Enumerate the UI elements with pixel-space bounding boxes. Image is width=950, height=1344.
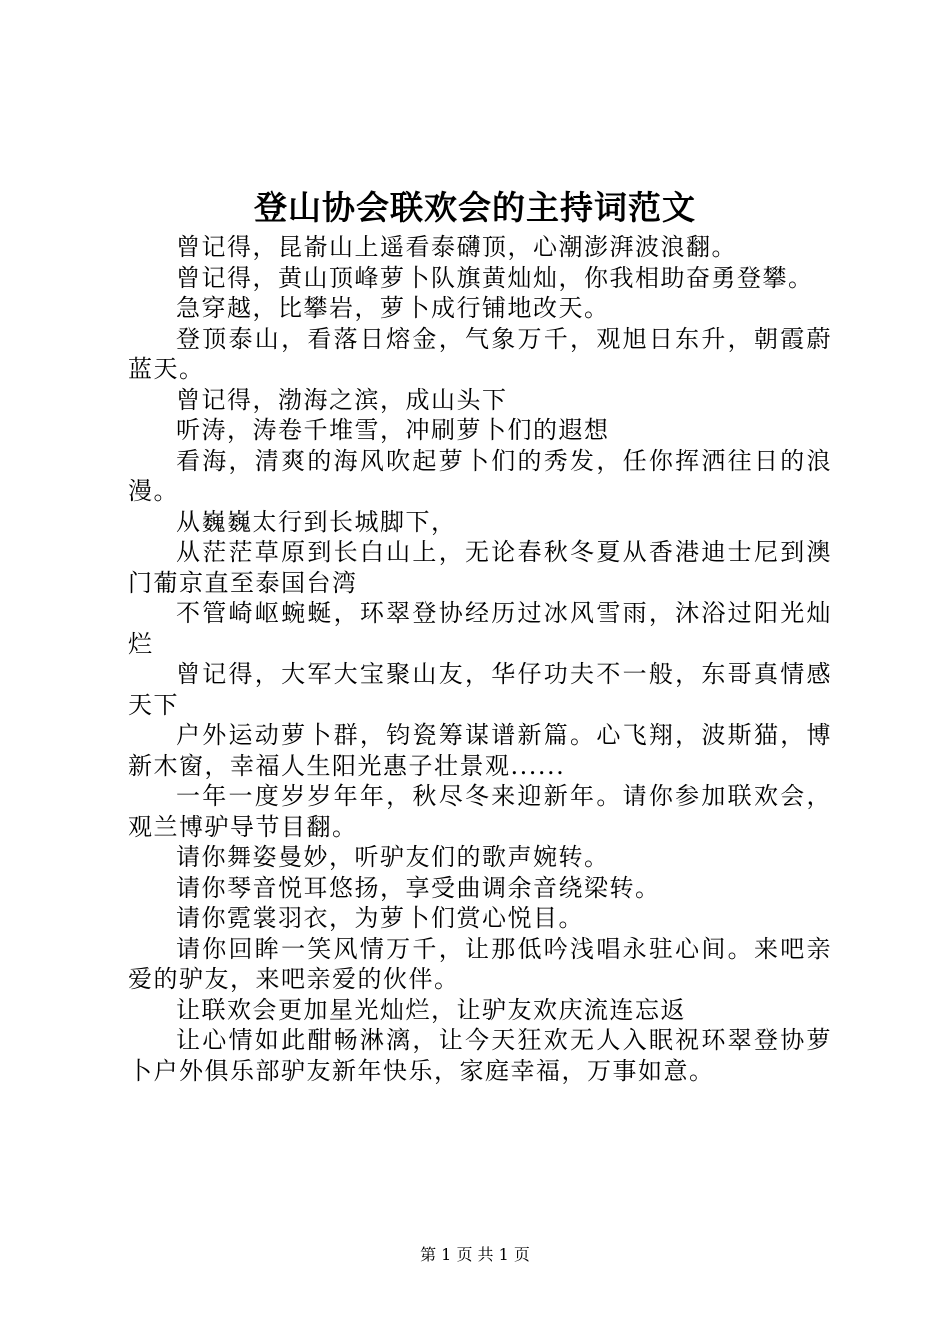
page-footer	[0, 1245, 950, 1265]
paragraph: 曾记得，大军大宝聚山友，华仔功夫不一般，东哥真情感天下	[128, 660, 832, 719]
paragraph: 曾记得，昆嵛山上遥看泰礴顶，心潮澎湃波浪翻。	[176, 233, 737, 261]
paragraph: 一年一度岁岁年年，秋尽冬来迎新年。请你参加联欢会，观兰博驴导节目翻。	[128, 782, 832, 841]
paragraph: 曾记得，渤海之滨，成山头下	[176, 385, 508, 414]
paragraph: 请你舞姿曼妙，听驴友们的歌声婉转。	[176, 843, 610, 871]
paragraph: 听涛，涛卷千堆雪，冲刷萝卜们的遐想	[176, 416, 610, 444]
paragraph: 请你霓裳羽衣，为萝卜们赏心悦目。	[176, 904, 584, 932]
paragraph: 让心情如此酣畅淋漓，让今天狂欢无人入眠祝环翠登协萝卜户外俱乐部驴友新年快乐，家庭幸福，万事如意。	[128, 1026, 832, 1085]
paragraph: 让联欢会更加星光灿烂，让驴友欢庆流连忘返	[176, 995, 686, 1024]
paragraph: 不管崎岖蜿蜒，环翠登协经历过冰风雪雨，沐浴过阳光灿烂	[128, 599, 832, 658]
paragraph: 看海，清爽的海风吹起萝卜们的秀发，任你挥洒往日的浪漫。	[128, 446, 832, 505]
paragraph: 户外运动萝卜群，钧瓷筹谋谱新篇。心飞翔，波斯猫，博新木窗，幸福人生阳光惠子壮景观......	[128, 721, 832, 780]
paragraph: 请你琴音悦耳悠扬，享受曲调余音绕梁转。	[176, 873, 661, 902]
paragraph: 急穿越，比攀岩，萝卜成行铺地改天。	[176, 294, 610, 322]
paragraph: 从茫茫草原到长白山上，无论春秋冬夏从香港迪士尼到澳门葡京直至泰国台湾	[128, 538, 832, 597]
paragraph: 曾记得，黄山顶峰萝卜队旗黄灿灿，你我相助奋勇登攀。	[176, 263, 814, 292]
paragraph: 从巍巍太行到长城脚下，	[176, 507, 457, 536]
document-title: 登山协会联欢会的主持词范文	[254, 188, 696, 227]
paragraph: 请你回眸一笑风情万千，让那低吟浅唱永驻心间。来吧亲爱的驴友，来吧亲爱的伙伴。	[128, 934, 832, 993]
page-number-label: 第 1 页 共 1 页	[420, 1245, 530, 1264]
paragraph: 登顶泰山，看落日熔金，气象万千，观旭日东升，朝霞蔚蓝天。	[128, 324, 832, 383]
document-body	[128, 232, 832, 1086]
